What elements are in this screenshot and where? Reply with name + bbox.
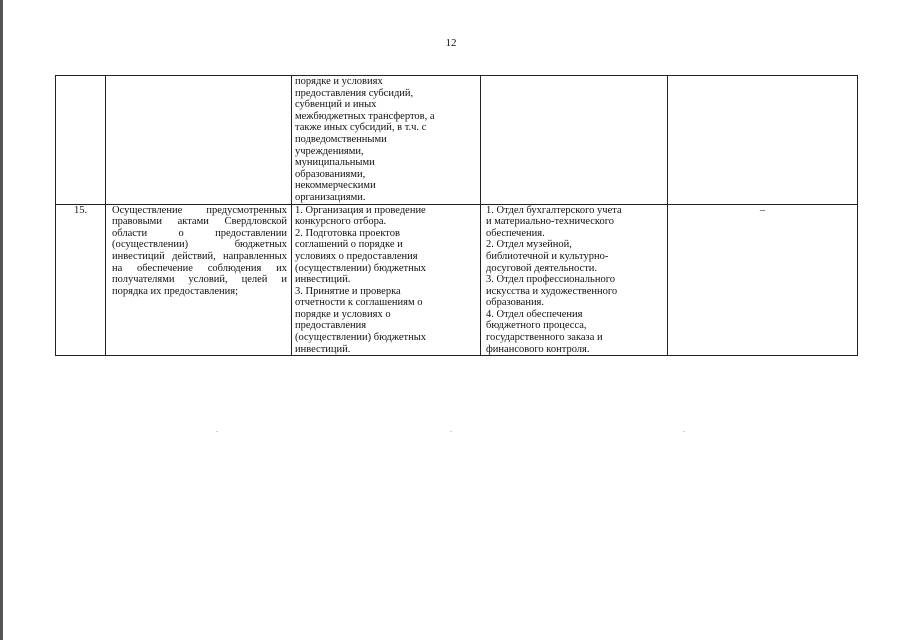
row-number-cell: [56, 76, 106, 205]
scan-speck: .: [450, 425, 452, 434]
text-line: бюджетного процесса,: [486, 320, 587, 332]
text-line: предоставления субсидий,: [295, 87, 414, 99]
text-line: 1. Организация и проведение: [295, 204, 426, 216]
departments-cell: [481, 76, 668, 205]
text-line: предоставления: [295, 320, 367, 332]
text-line: межбюджетных трансфертов, а: [295, 110, 435, 122]
text-line: 2. Подготовка проектов: [295, 227, 400, 239]
actions-cell: [292, 204, 481, 356]
text-line: и материально-технического: [486, 216, 615, 228]
text-line: (осуществлении) бюджетных: [295, 262, 427, 274]
note-cell: [668, 76, 858, 205]
page-number: 12: [445, 37, 457, 49]
note-cell: –: [668, 204, 858, 356]
description-cell: [106, 76, 292, 205]
actions-cell: [292, 76, 481, 205]
text-line: обеспечения.: [486, 227, 545, 239]
text-line: муниципальными: [295, 157, 375, 169]
text-line: (осуществлении) бюджетных: [295, 332, 427, 344]
table-row: [56, 76, 858, 205]
text-line: финансового контроля.: [486, 343, 590, 355]
text-line: 3. Отдел профессионального: [486, 274, 615, 286]
text-line: соглашений о порядке и: [295, 239, 403, 251]
text-line: также иных субсидий, в т.ч. с: [295, 122, 427, 134]
text-line: организациями.: [295, 191, 366, 203]
text-line: порядке и условиях: [295, 76, 383, 87]
text-line: учреждениями,: [295, 145, 364, 157]
text-line: порядке и условиях о: [295, 308, 391, 320]
scan-edge: [0, 0, 3, 640]
text-line: библиотечной и культурно-: [486, 250, 609, 262]
row-number-cell: 15.: [56, 204, 106, 356]
description-cell: Осуществление предусмотренных правовыми актами Свердловской области о предоставлении (осуществлении) бюджетных инвестиций действий, направленных на обеспечение соблюдения их получателями условий, целей и порядка их предоставления;: [106, 204, 292, 356]
text-line: досуговой деятельности.: [486, 262, 598, 274]
scan-speck: .: [683, 425, 685, 434]
text-line: образованиями,: [295, 168, 366, 180]
text-line: государственного заказа и: [486, 332, 603, 344]
scan-speck: .: [216, 425, 218, 434]
text-line: 2. Отдел музейной,: [486, 239, 572, 251]
departments-cell: [481, 204, 668, 356]
text-line: инвестиций.: [295, 343, 351, 355]
text-line: 1. Отдел бухгалтерского учета: [486, 204, 622, 216]
text-line: субвенций и иных: [295, 99, 377, 111]
text-line: подведомственными: [295, 133, 387, 145]
text-line: некоммерческими: [295, 180, 376, 192]
text-line: конкурсного отбора.: [295, 216, 387, 228]
text-line: образования.: [486, 297, 545, 309]
text-line: 4. Отдел обеспечения: [486, 308, 583, 320]
text-line: отчетности к соглашениям о: [295, 297, 423, 309]
text-line: условиях о предоставления: [295, 250, 418, 262]
text-line: инвестиций.: [295, 274, 351, 286]
text-line: искусства и художественного: [486, 285, 618, 297]
table-row: [56, 204, 858, 356]
document-table: [55, 75, 858, 356]
text-line: 3. Принятие и проверка: [295, 285, 401, 297]
